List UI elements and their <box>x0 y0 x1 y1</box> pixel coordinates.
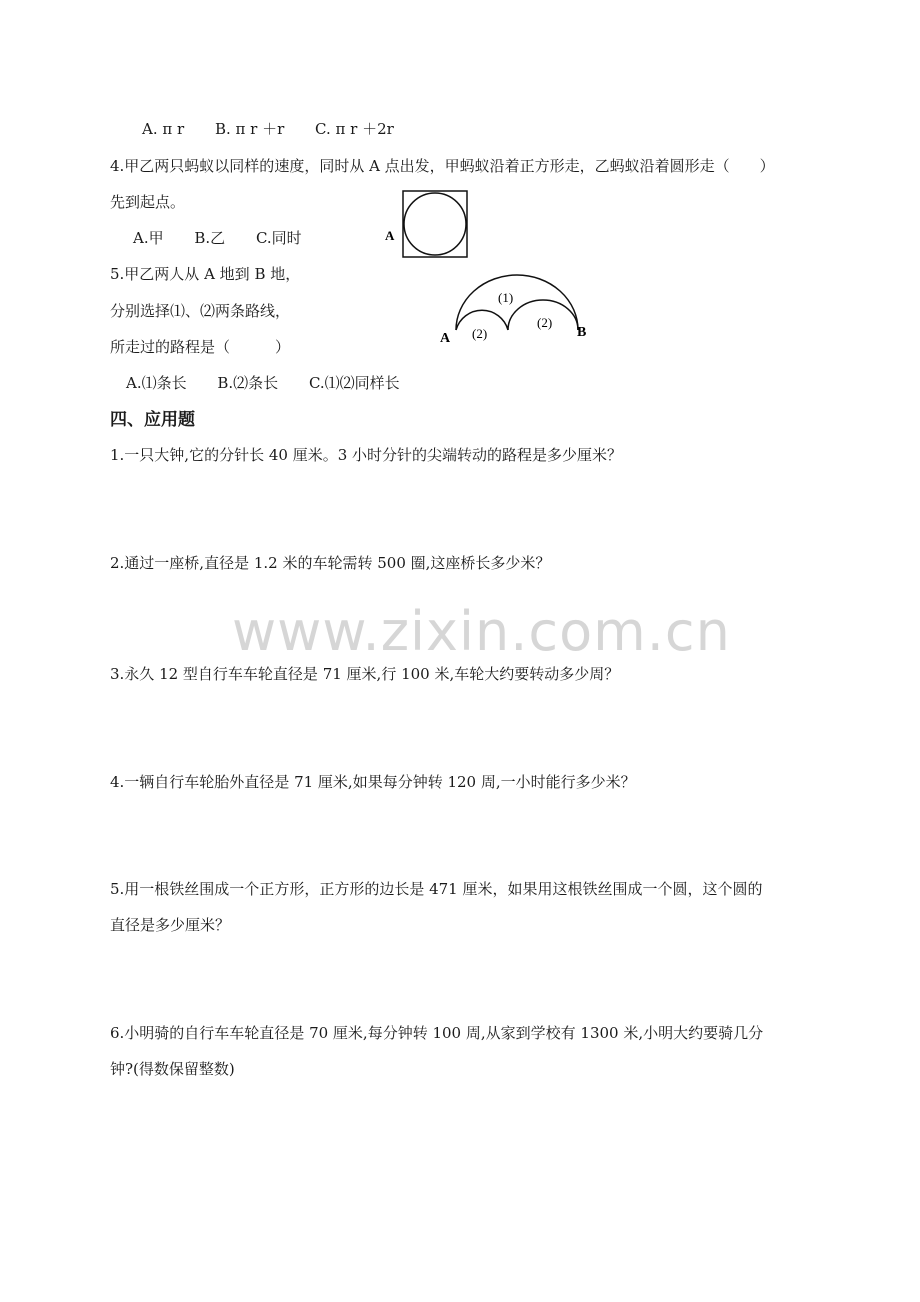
q4-option-a: A.甲 <box>133 229 164 247</box>
q5-option-a: A.⑴条长 <box>126 374 187 392</box>
route2-label-right: (2) <box>537 315 553 330</box>
app-question-6-line1: 6.小明骑的自行车车轮直径是 70 厘米,每分钟转 100 周,从家到学校有 1300 米,小明大约要骑几分 <box>110 1024 764 1042</box>
route1-arc <box>456 275 578 330</box>
app-question-5-line2: 直径是多少厘米？ <box>110 916 231 934</box>
q5-stem-line1: 5.甲乙两人从 A 地到 B 地， <box>110 265 301 283</box>
q3-option-c: C. π r ＋2r <box>315 120 394 138</box>
app-question-6-line2: 钟?(得数保留整数) <box>110 1060 235 1078</box>
app-question-4: 4.一辆自行车轮胎外直径是 71 厘米,如果每分钟转 120 周,一小时能行多少米？ <box>110 773 636 791</box>
point-a-label: A <box>440 331 451 346</box>
app-question-1: 1.一只大钟,它的分针长 40 厘米。3 小时分针的尖端转动的路程是多少厘米？ <box>110 446 623 464</box>
route-figure <box>436 268 596 348</box>
q5-options <box>126 373 426 393</box>
q4-stem-line1: 4.甲乙两只蚂蚁以同样的速度，同时从 A 点出发，甲蚂蚁沿着正方形走，乙蚂蚁沿着圆形走（ ） <box>110 157 775 175</box>
q5-option-c: C.⑴⑵同样长 <box>308 374 400 392</box>
q5-stem-line2: 分别选择⑴、⑵两条路线， <box>110 302 291 320</box>
section-title: 四、应用题 <box>110 410 195 430</box>
square-path <box>403 191 467 257</box>
circle-path <box>404 193 466 255</box>
q4-options <box>133 228 328 248</box>
app-question-3: 3.永久 12 型自行车车轮直径是 71 厘米,行 100 米,车轮大约要转动多少周？ <box>110 665 620 683</box>
q3-option-a: A. π r <box>142 120 185 138</box>
figure-point-a: A <box>385 228 395 243</box>
point-b-label: B <box>577 325 587 340</box>
q4-stem-line2: 先到起点。 <box>110 193 186 211</box>
route2-label-left: (2) <box>472 326 488 341</box>
q5-option-b: B.⑵条长 <box>217 374 279 392</box>
watermark: www.zixin.com.cn <box>232 600 731 663</box>
app-question-2: 2.通过一座桥,直径是 1.2 米的车轮需转 500 圈,这座桥长多少米？ <box>110 554 551 572</box>
route1-label: (1) <box>498 290 514 305</box>
q3-options <box>142 119 420 139</box>
q4-option-c: C.同时 <box>255 229 302 247</box>
square-circle-figure <box>380 188 460 268</box>
app-question-5-line1: 5.用一根铁丝围成一个正方形，正方形的边长是 471 厘米，如果用这根铁丝围成一个圆，这个圆的 <box>110 880 763 898</box>
q3-option-b: B. π r ＋r <box>214 120 285 138</box>
q5-stem-line3: 所走过的路程是（ ） <box>110 338 291 356</box>
q4-option-b: B.乙 <box>194 229 226 247</box>
